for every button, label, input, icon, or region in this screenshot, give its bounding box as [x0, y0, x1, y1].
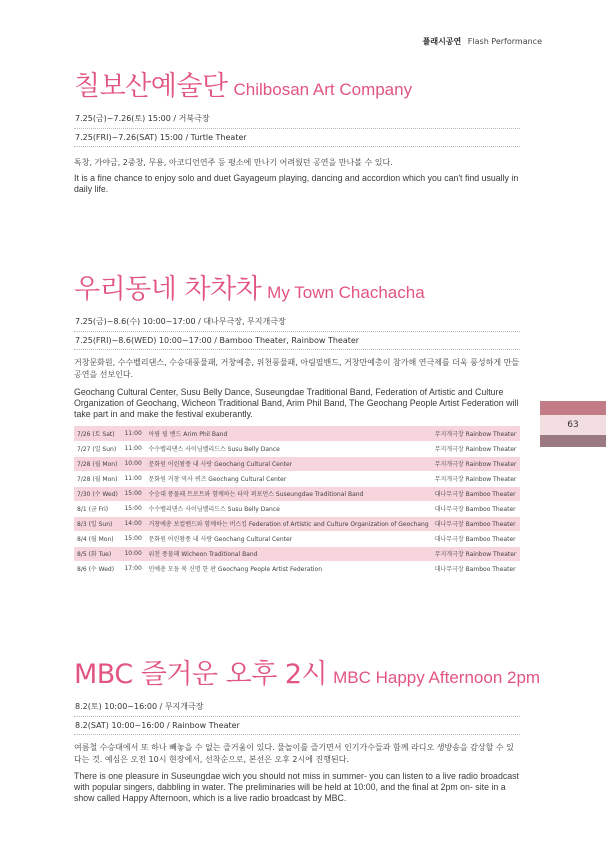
- table-row: [74, 471, 520, 486]
- venue-cell: 무지개극장 Rainbow Theater: [432, 546, 520, 561]
- title-english: Chilbosan Art Company: [233, 80, 413, 99]
- divider: [74, 146, 520, 147]
- time-cell: 15:00: [121, 486, 145, 501]
- table-row: [74, 531, 520, 546]
- title-korean: 우리동네 차차차: [74, 274, 262, 305]
- divider: [74, 349, 520, 350]
- date-cell: 8/5 (화 Tue): [74, 546, 121, 561]
- performer-cell: 수수벨리댄스 사이님밸리드스 Susu Belly Dance: [146, 501, 432, 516]
- time-cell: 15:00: [121, 501, 145, 516]
- tab-bottom-band: [540, 435, 606, 447]
- date-cell: 7/26 (토 Sat): [74, 426, 121, 441]
- title-korean: MBC 즐거운 오후 2시: [74, 659, 328, 690]
- page-number: 63: [540, 415, 606, 435]
- time-cell: 15:00: [121, 531, 145, 546]
- table-row: [74, 516, 520, 531]
- venue-cell: 무지개극장 Rainbow Theater: [432, 441, 520, 456]
- time-cell: 11:00: [121, 471, 145, 486]
- venue-cell: 무지개극장 Rainbow Theater: [432, 471, 520, 486]
- schedule-info-english: 7.25(FRI)~8.6(WED) 10:00~17:00 / Bamboo Theater, Rainbow Theater: [75, 336, 360, 345]
- time-cell: 11:00: [121, 426, 145, 441]
- performer-cell: 문화원 어린왕풍 내 사랑 Geochang Cultural Center: [146, 531, 432, 546]
- table-row: [74, 486, 520, 501]
- title-english: MBC Happy Afternoon 2pm: [333, 668, 541, 687]
- date-cell: 7/27 (일 Sun): [74, 441, 121, 456]
- tab-top-band: [540, 401, 606, 415]
- time-cell: 10:00: [121, 546, 145, 561]
- description-korean: 독창, 가야금, 2중창, 무용, 아코디언연주 등 평소에 만나기 어려웠던 공연을 만나볼 수 있다.: [74, 158, 393, 167]
- performer-cell: 문화원 어린왕풍 내 사랑 Geochang Cultural Center: [146, 456, 432, 471]
- section-chachacha: [74, 267, 520, 420]
- table-row: [74, 546, 520, 561]
- description-english: There is one pleasure in Suseungdae wich you should not miss in summer- you can listen to a live radio broadcast with popular singers, dabbling in water. The preliminaries will be held at 10:00, and the final at 2pm on- site in a show called Happy Afternoon, which is a live radio broadcast by MBC.: [74, 771, 519, 803]
- description-english: It is a fine chance to enjoy solo and duet Gayageum playing, dancing and accordion which you can't find usually in daily life.: [74, 173, 519, 194]
- header-korean: 플래시공연: [422, 37, 462, 46]
- section-title: [74, 64, 520, 103]
- performer-cell: 아림 필 밴드 Arim Phil Band: [146, 426, 432, 441]
- section-title: [74, 267, 520, 306]
- section-title: [74, 652, 541, 691]
- venue-cell: 대나무극장 Bamboo Theater: [432, 516, 520, 531]
- venue-cell: 대나무극장 Bamboo Theater: [432, 531, 520, 546]
- schedule-table: [74, 426, 520, 577]
- schedule-info-korean: 7.25(금)~7.26(토) 15:00 / 거북극장: [75, 114, 210, 123]
- table-row: [74, 456, 520, 471]
- description-korean: 여름철 수승대에서 또 하나 빼놓을 수 없는 즐거움이 있다. 물놀이를 즐기면서 인기가수들과 함께 라디오 생방송을 감상할 수 있다는 것. 예심은 오전 10시 현장에서, 선착순으로, 본선은 오후 2시에 진행된다.: [74, 743, 514, 764]
- section-chilbosan: [74, 64, 520, 195]
- schedule-info-korean: 7.25(금)~8.6(수) 10:00~17:00 / 대나무극장, 무지개극장: [75, 317, 286, 326]
- description-english: Geochang Cultural Center, Susu Belly Dance, Suseungdae Traditional Band, Federation of Artistic and Culture Organization of Geochang, Wicheon Traditional Band, Arim Phil Band, The Geochang People Artist Federation will take part in and make the festival exuberantly.: [74, 387, 519, 419]
- date-cell: 7/30 (수 Wed): [74, 486, 121, 501]
- schedule-info-korean: 8.2(토) 10:00~16:00 / 무지개극장: [75, 702, 204, 711]
- date-cell: 7/28 (월 Mon): [74, 471, 121, 486]
- date-cell: 8/3 (일 Sun): [74, 516, 121, 531]
- performer-cell: 민예총 모듬 북 신명 한 판 Geochang People Artist Federation: [146, 561, 432, 576]
- table-row: [74, 561, 520, 576]
- table-row: [74, 501, 520, 516]
- performer-cell: 거창예총 보컬밴드와 함께하는 버스킹 Federation of Artistic and Culture Organization of Geochang: [146, 516, 432, 531]
- schedule-info-english: 7.25(FRI)~7.26(SAT) 15:00 / Turtle Theater: [75, 133, 247, 142]
- title-english: My Town Chachacha: [267, 283, 425, 302]
- time-cell: 17:00: [121, 561, 145, 576]
- date-cell: 7/28 (월 Mon): [74, 456, 121, 471]
- time-cell: 11:00: [121, 441, 145, 456]
- table-row: [74, 441, 520, 456]
- venue-cell: 대나무극장 Bamboo Theater: [432, 501, 520, 516]
- venue-cell: 무지개극장 Rainbow Theater: [432, 456, 520, 471]
- section-mbc: [74, 652, 541, 804]
- title-korean: 칠보산예술단: [74, 71, 228, 102]
- venue-cell: 무지개극장 Rainbow Theater: [432, 426, 520, 441]
- time-cell: 14:00: [121, 516, 145, 531]
- performer-cell: 수수밸리댄스 사이님밸리드스 Susu Belly Dance: [146, 441, 432, 456]
- schedule-info-english: 8.2(SAT) 10:00~16:00 / Rainbow Theater: [75, 721, 240, 730]
- page-header: [423, 36, 542, 47]
- description-korean: 거창문화원, 수수벨리댄스, 수승대풍물패, 거창예총, 위천풍물패, 아림필밴드, 거창만예총이 참가해 연극제를 더욱 풍성하게 만들 공연을 선보인다.: [74, 358, 520, 379]
- page-number-tab: [540, 401, 606, 447]
- date-cell: 8/6 (수 Wed): [74, 561, 121, 576]
- performer-cell: 수승대 풍물패 트로트와 함께하는 타악 퍼포먼스 Suseungdae Traditional Band: [146, 486, 432, 501]
- divider: [74, 734, 520, 735]
- date-cell: 8/4 (월 Mon): [74, 531, 121, 546]
- header-english: Flash Performance: [467, 37, 542, 46]
- venue-cell: 대나무극장 Bamboo Theater: [432, 486, 520, 501]
- table-row: [74, 426, 520, 441]
- date-cell: 8/1 (금 Fri): [74, 501, 121, 516]
- performer-cell: 문화원 거창 역사 퀴즈 Geochang Cultural Center: [146, 471, 432, 486]
- venue-cell: 대나무극장 Bamboo Theater: [432, 561, 520, 576]
- performer-cell: 위천 풍물패 Wicheon Traditional Band: [146, 546, 432, 561]
- time-cell: 10:00: [121, 456, 145, 471]
